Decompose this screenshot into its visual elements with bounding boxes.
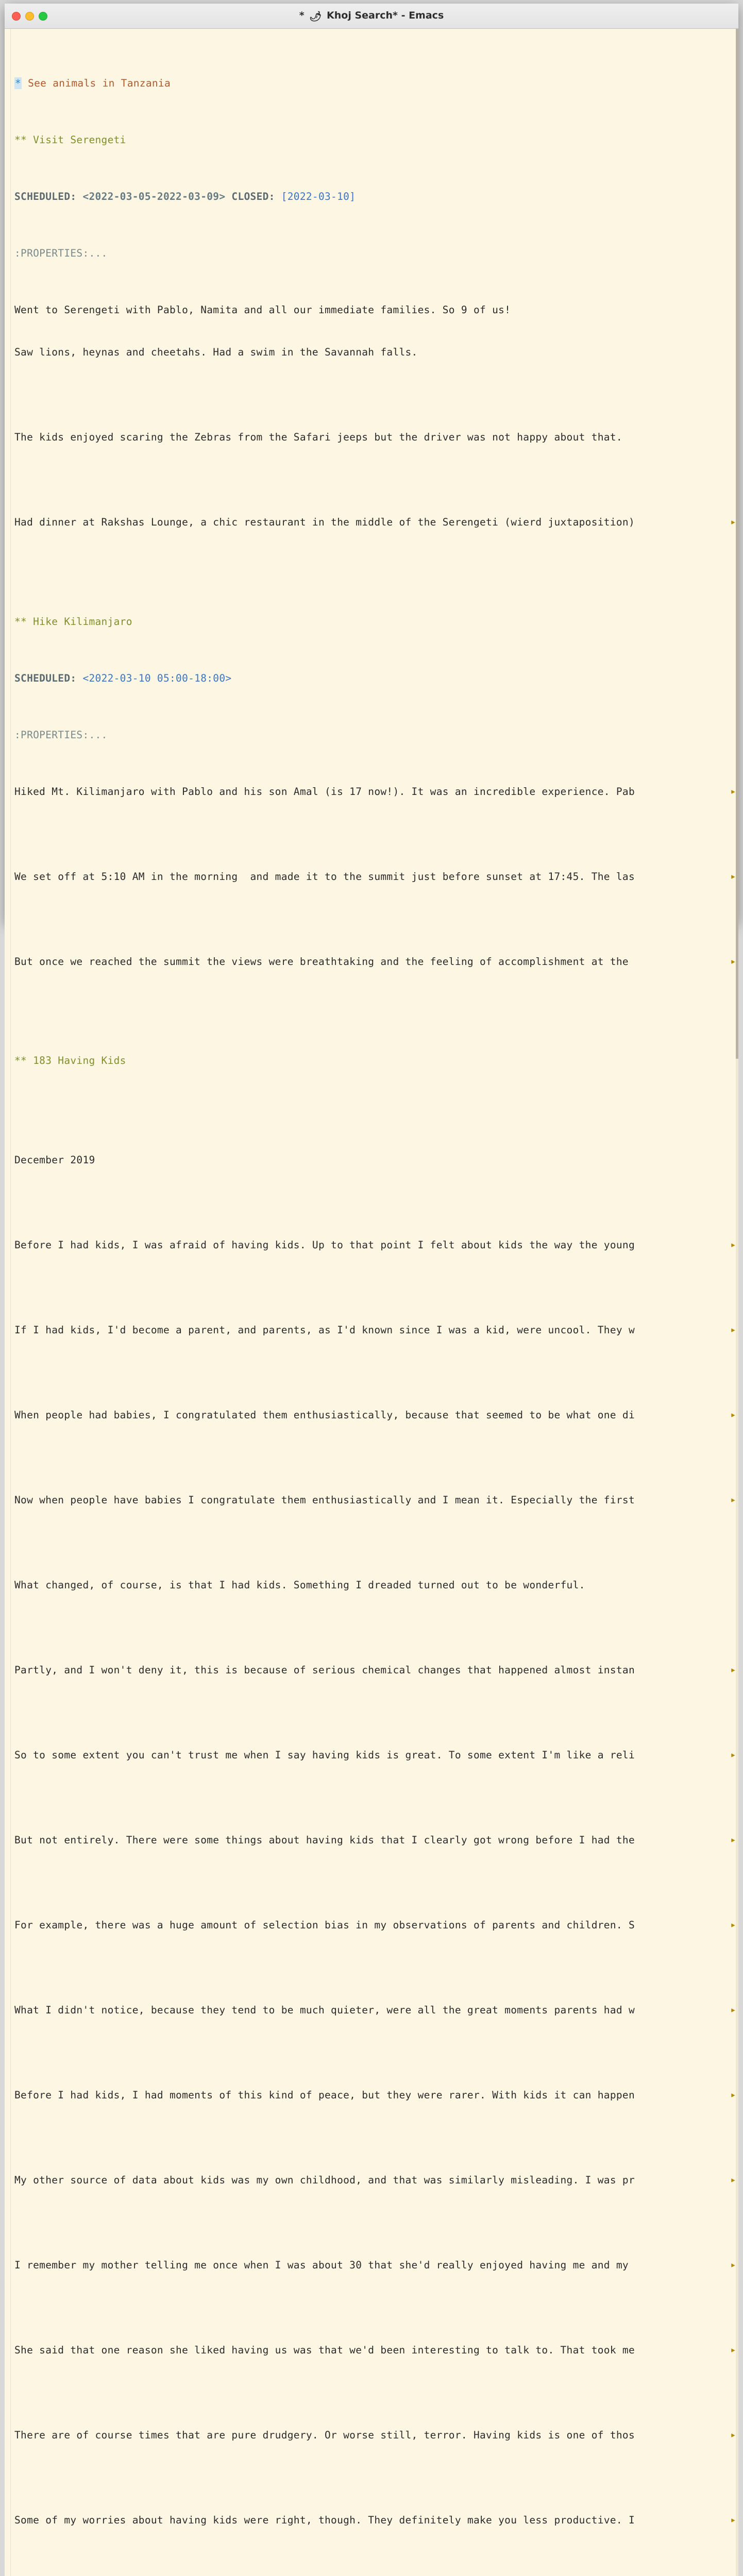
zoom-button[interactable] [39, 12, 47, 21]
heading-star: * [15, 77, 22, 89]
blank-line [5, 1620, 738, 1635]
blank-line [5, 558, 738, 572]
blank-line [5, 473, 738, 487]
scheduled-stamp: <2022-03-05-2022-03-09> [76, 190, 232, 202]
blank-line [5, 1790, 738, 1805]
blank-line [5, 1705, 738, 1720]
blank-line [5, 1365, 738, 1380]
body-text: When people had babies, I congratulated them enthusiastically, because that seemed to be what one di [14, 1409, 635, 1421]
blank-line [5, 1280, 738, 1295]
body-line [5, 345, 738, 360]
body-text: Had dinner at Rakshas Lounge, a chic restaurant in the middle of the Serengeti (wierd juxtaposition) [14, 516, 635, 528]
body-text: Went to Serengeti with Pablo, Namita and all our immediate families. So 9 of us! [14, 303, 511, 316]
blank-line [5, 1195, 738, 1210]
org-heading-2-visit-serengeti[interactable] [5, 133, 738, 147]
close-button[interactable] [12, 12, 21, 21]
body-line [5, 1323, 738, 1337]
blank-line [5, 2385, 738, 2400]
vertical-scrollbar[interactable] [736, 29, 738, 2576]
body-line [5, 2428, 738, 2443]
blank-line [5, 2130, 738, 2145]
blank-line [5, 388, 738, 402]
scheduled-closed-line [5, 190, 738, 204]
scheduled-stamp: <2022-03-10 05:00-18:00> [76, 672, 232, 684]
blank-line [5, 912, 738, 926]
closed-keyword: CLOSED: [231, 190, 275, 202]
heading-2-text: ** Hike Kilimanjaro [14, 615, 132, 628]
properties-drawer[interactable] [5, 728, 738, 742]
window-title [5, 10, 738, 22]
scheduled-line [5, 671, 738, 686]
body-line [5, 2173, 738, 2188]
properties-text: :PROPERTIES:... [14, 728, 108, 741]
body-line [5, 515, 738, 530]
body-line [5, 785, 738, 799]
blank-line [5, 1110, 738, 1125]
body-line [5, 2003, 738, 2018]
body-text: I remember my mother telling me once when I was about 30 that she'd really enjoyed having me and my [14, 2259, 635, 2271]
body-text: The kids enjoyed scaring the Zebras from the Safari jeeps but the driver was not happy about that. [14, 431, 622, 443]
body-text: Saw lions, heynas and cheetahs. Had a swim in the Savannah falls. [14, 346, 418, 358]
body-line [5, 1663, 738, 1677]
scheduled-keyword: SCHEDULED: [14, 672, 77, 684]
body-line [5, 1748, 738, 1762]
body-text: So to some extent you can't trust me when I say having kids is great. To some extent I'm like a reli [14, 1749, 635, 1761]
blank-line [5, 2555, 738, 2570]
body-text: My other source of data about kids was my own childhood, and that was similarly misleading. I was pr [14, 2174, 635, 2186]
blank-line [5, 827, 738, 841]
body-text: Before I had kids, I was afraid of having kids. Up to that point I felt about kids the way the young [14, 1239, 635, 1251]
heading-2-text: ** 183 Having Kids [14, 1055, 126, 1066]
body-line [5, 2343, 738, 2358]
heading-1-text: See animals in Tanzania [22, 77, 171, 89]
org-heading-1[interactable] [5, 76, 738, 91]
blank-line [5, 2215, 738, 2230]
org-heading-2-hike-kilimanjaro[interactable] [5, 615, 738, 629]
blank-line [5, 2470, 738, 2485]
fringe-thumb [5, 30, 9, 2576]
body-line [5, 2513, 738, 2528]
body-line [5, 1153, 738, 1167]
window-controls[interactable] [12, 12, 47, 21]
buffer-area[interactable] [5, 29, 738, 2576]
body-text: Before I had kids, I had moments of this kind of peace, but they were rarer. With kids it can happen [14, 2089, 635, 2101]
body-text: Some of my worries about having kids were right, though. They definitely make you less productive. I [14, 2514, 635, 2526]
body-text: Now when people have babies I congratulate them enthusiastically and I mean it. Especially the first [14, 1494, 635, 1506]
body-text: If I had kids, I'd become a parent, and parents, as I'd known since I was a kid, were uncool. They w [14, 1324, 635, 1336]
properties-text: :PROPERTIES:... [14, 247, 108, 259]
body-text: We set off at 5:10 AM in the morning and made it to the summit just before sunset at 17:45. The las [14, 870, 635, 883]
blank-line [5, 1450, 738, 1465]
body-line [5, 1408, 738, 1422]
blank-line [5, 1535, 738, 1550]
body-text: Partly, and I won't deny it, this is because of serious chemical changes that happened almost instan [14, 1664, 635, 1676]
body-line [5, 1833, 738, 1848]
body-text: She said that one reason she liked having us was that we'd been interesting to talk to. That took me [14, 2344, 635, 2356]
body-text: What I didn't notice, because they tend to be much quieter, were all the great moments parents had w [14, 2004, 635, 2016]
blank-line [5, 1875, 738, 1890]
body-text: What changed, of course, is that I had kids. Something I dreaded turned out to be wonderful. [14, 1579, 585, 1591]
blank-line [5, 997, 738, 1011]
window-titlebar[interactable] [5, 4, 738, 29]
minimize-button[interactable] [25, 12, 34, 21]
window-title-text: Khoj Search* - Emacs [327, 10, 444, 21]
body-text: But once we reached the summit the views were breathtaking and the feeling of accomplishment at the [14, 955, 635, 968]
window-title-prefix: * [299, 10, 308, 21]
blank-line [5, 2045, 738, 2060]
body-line [5, 2088, 738, 2103]
body-line [5, 870, 738, 884]
body-text: There are of course times that are pure drudgery. Or worse still, terror. Having kids is one of thos [14, 2429, 635, 2441]
body-line [5, 2258, 738, 2273]
body-text: Hiked Mt. Kilimanjaro with Pablo and his son Amal (is 17 now!). It was an incredible experience. Pab [14, 785, 635, 798]
body-line [5, 303, 738, 317]
body-line [5, 1238, 738, 1252]
body-text: December 2019 [14, 1154, 95, 1166]
blank-line [5, 1960, 738, 1975]
heading-2-text: ** Visit Serengeti [14, 133, 126, 146]
body-text: But not entirely. There were some things about having kids that I clearly got wrong before I had the [14, 1834, 635, 1846]
blank-line [5, 2300, 738, 2315]
scheduled-keyword: SCHEDULED: [14, 190, 77, 202]
body-line [5, 1578, 738, 1592]
properties-drawer[interactable] [5, 246, 738, 261]
body-line [5, 955, 738, 969]
emacs-window [5, 4, 738, 2526]
closed-stamp: [2022-03-10] [275, 190, 356, 202]
org-heading-2-having-kids[interactable] [5, 1054, 738, 1068]
body-line [5, 1493, 738, 1507]
body-line [5, 430, 738, 445]
scrollbar-thumb[interactable] [736, 29, 738, 1059]
org-buffer-text[interactable] [5, 29, 738, 2576]
body-text: For example, there was a huge amount of selection bias in my observations of parents and children. S [14, 1919, 635, 1931]
emacs-icon: 🌶 [309, 11, 322, 22]
body-line [5, 1918, 738, 1933]
left-fringe [5, 29, 11, 2576]
